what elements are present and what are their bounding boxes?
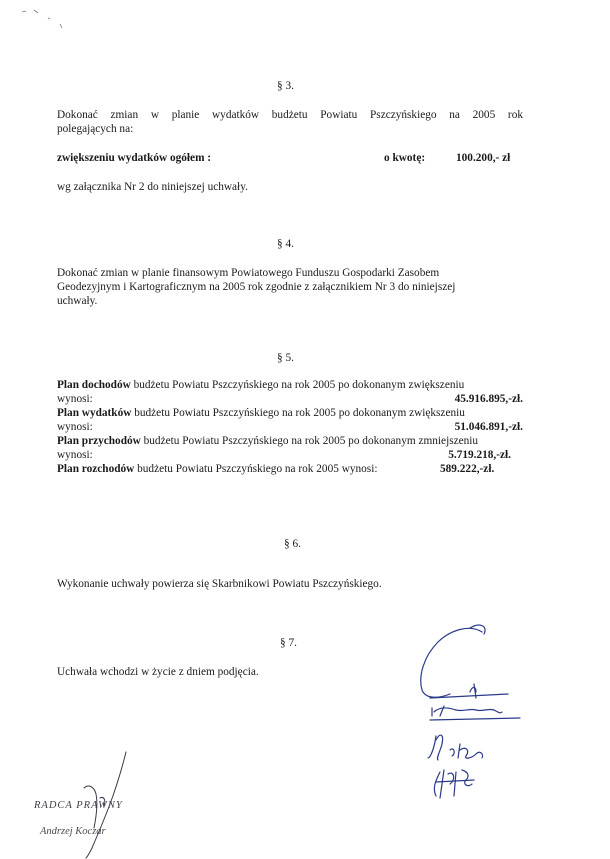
section-3-note: wg załącznika Nr 2 do niniejszej uchwały. [57, 181, 248, 193]
plan-przychodow-value-row [57, 448, 511, 462]
plan-wydatkow-value-row [57, 420, 523, 434]
section-3-increase-label: zwiększeniu wydatków ogółem : [57, 152, 212, 164]
section-4-line1: Dokonać zmian w planie finansowym Powiatowego Funduszu Gospodarki Zasobem [57, 267, 440, 279]
section-3-amount-prefix: o kwotę: [384, 152, 426, 164]
scan-artifact [20, 8, 70, 33]
plan-dochodow-text: budżetu Powiatu Pszczyńskiego na rok 2005 po dokonanym zwiększeniu [130, 379, 465, 391]
section-3-amount: 100.200,- zł [456, 152, 511, 164]
plan-wydatkow-value: 51.046.891,-zł. [454, 421, 523, 433]
plan-dochodow-wynosi: wynosi: [57, 393, 93, 405]
plan-wydatkow-wynosi: wynosi: [57, 421, 93, 433]
stamp-name: Andrzej Koczar [40, 826, 106, 837]
section-4-line2: Geodezyjnym i Kartograficznym na 2005 rok zgodnie z załącznikiem Nr 3 do niniejszej [57, 281, 456, 293]
section-4-heading: § 4. [277, 238, 294, 250]
plan-wydatkow-label: Plan wydatków [57, 407, 132, 419]
handwritten-signature [410, 620, 530, 805]
plan-przychodow-label: Plan przychodów [57, 435, 141, 447]
plan-rozchodow-value: 589.222,-zł. [440, 463, 495, 475]
plan-dochodow-line [57, 378, 464, 392]
plan-wydatkow-text: budżetu Powiatu Pszczyńskiego na rok 2005 po dokonanym zwiększeniu [131, 407, 465, 419]
plan-wydatkow-line [57, 406, 465, 420]
stamp-title: RADCA PRAWNY [34, 800, 123, 811]
section-3-intro-line1: Dokonać zmian w planie wydatków budżetu Powiatu Pszczyńskiego na 2005 rok [57, 109, 523, 121]
plan-rozchodow-text: budżetu Powiatu Pszczyńskiego na rok 2005 wynosi: [134, 463, 378, 475]
plan-dochodow-value: 45.916.895,-zł. [454, 393, 523, 405]
section-5-heading: § 5. [277, 352, 294, 364]
plan-dochodow-value-row [57, 392, 523, 406]
plan-rozchodow-line [57, 462, 377, 476]
stamp-signature [70, 748, 140, 859]
section-6-heading: § 6. [284, 538, 301, 550]
section-4-line3: uchwały. [57, 295, 98, 307]
plan-dochodow-label: Plan dochodów [57, 379, 131, 391]
plan-przychodow-line [57, 434, 478, 448]
section-7-text: Uchwała wchodzi w życie z dniem podjęcia. [57, 666, 259, 678]
plan-rozchodow-label: Plan rozchodów [57, 463, 135, 475]
section-7-heading: § 7. [280, 637, 297, 649]
plan-przychodow-text: budżetu Powiatu Pszczyńskiego na rok 2005 po dokonanym zmniejszeniu [140, 435, 479, 447]
section-3-heading: § 3. [277, 80, 294, 92]
plan-przychodow-wynosi: wynosi: [57, 449, 93, 461]
section-3-intro-line2: polegających na: [57, 123, 134, 135]
section-6-text: Wykonanie uchwały powierza się Skarbnikowi Powiatu Pszczyńskiego. [57, 578, 382, 590]
plan-przychodow-value: 5.719.218,-zł. [448, 449, 511, 461]
